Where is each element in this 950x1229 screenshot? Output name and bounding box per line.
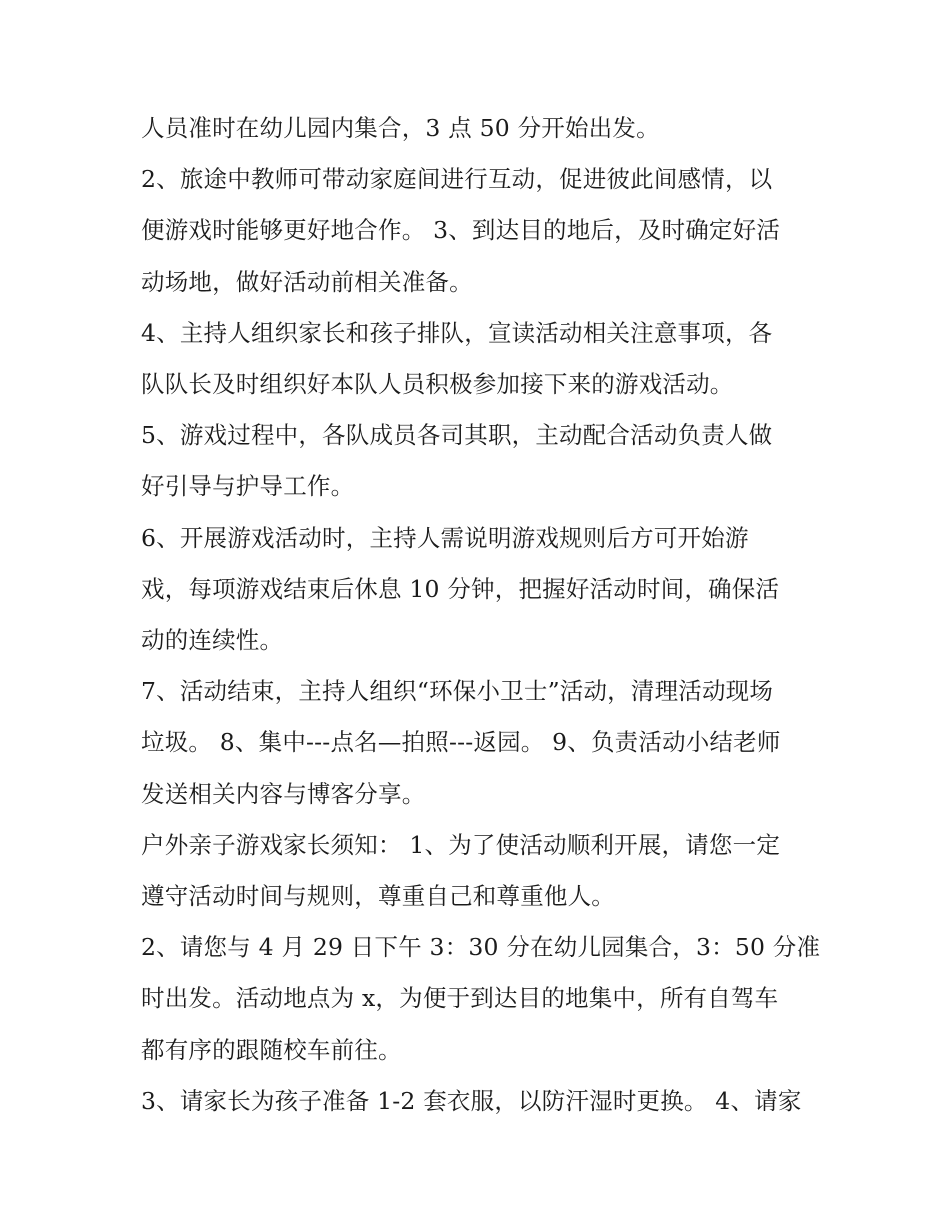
body-text <box>141 103 821 1127</box>
text-line: 2、旅途中教师可带动家庭间进行互动，促进彼此间感情，以 <box>141 165 773 194</box>
text-line: 人员准时在幼儿园内集合，3 点 50 分开始出发。 <box>141 114 660 142</box>
text-line: 都有序的跟随校车前往。 <box>141 1035 402 1064</box>
text-line: 动的连续性。 <box>141 626 284 655</box>
text-line: 遵守活动时间与规则，尊重自己和尊重他人。 <box>141 882 615 911</box>
text-line: 便游戏时能够更好地合作。 3、到达目的地后，及时确定好活 <box>141 216 781 245</box>
text-line: 2、请您与 4 月 29 日下午 3：30 分在幼儿园集合，3：50 分准 <box>141 933 821 962</box>
text-line: 3、请家长为孩子准备 1-2 套衣服，以防汗湿时更换。 4、请家 <box>141 1086 802 1115</box>
text-line: 戏，每项游戏结束后休息 10 分钟，把握好活动时间，确保活 <box>141 574 780 603</box>
text-line: 户外亲子游戏家长须知： 1、为了使活动顺利开展，请您一定 <box>141 830 781 859</box>
text-line: 时出发。活动地点为 x，为便于到达目的地集中，所有自驾车 <box>141 984 779 1013</box>
text-line: 发送相关内容与博客分享。 <box>141 779 426 808</box>
text-line: 6、开展游戏活动时，主持人需说明游戏规则后方可开始游 <box>141 523 749 552</box>
text-line: 垃圾。 8、集中---点名—拍照---返园。 9、负责活动小结老师 <box>141 728 781 757</box>
text-line: 动场地，做好活动前相关准备。 <box>141 267 473 296</box>
text-line: 5、游戏过程中，各队成员各司其职，主动配合活动负责人做 <box>141 421 773 450</box>
text-line: 4、主持人组织家长和孩子排队，宣读活动相关注意事项，各 <box>141 318 773 347</box>
text-line: 好引导与护导工作。 <box>141 472 355 501</box>
text-line: 队队长及时组织好本队人员积极参加接下来的游戏活动。 <box>141 370 734 399</box>
text-line: 7、活动结束，主持人组织“环保小卫士”活动，清理活动现场 <box>141 677 774 706</box>
